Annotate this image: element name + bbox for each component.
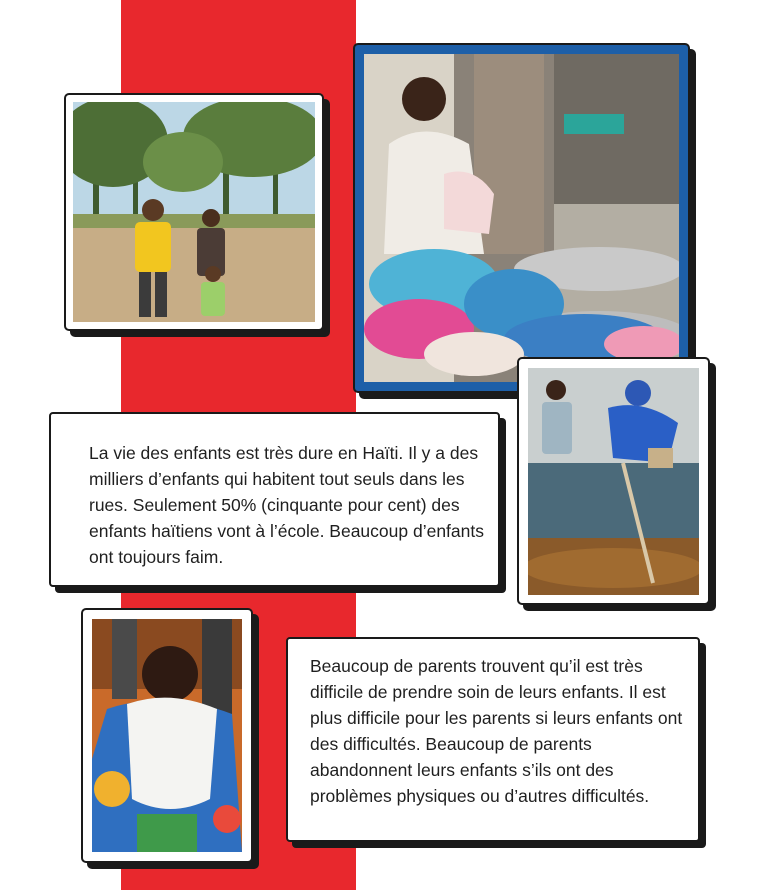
photo-workers-with-water — [528, 368, 699, 595]
photo-card-child-portrait — [81, 608, 253, 863]
photo-mother-with-baby-laundry — [364, 54, 679, 382]
paragraph-parents-difficulty: Beaucoup de parents trouvent qu’il est très difficile de prendre soin de leurs enfants. Il est plus difficile pour les parents si leurs enfants ont des difficultés. Beaucoup de parents abandonnent leurs enfants s’ils ont des problèmes physiques ou d’autres difficultés. — [310, 656, 683, 806]
text-box-parents-difficulty — [286, 637, 700, 842]
photo-child-portrait — [92, 619, 242, 852]
photo-card-mother-laundry — [353, 43, 690, 393]
text-box-children-life — [49, 412, 500, 587]
photo-card-workers — [517, 357, 710, 605]
photo-card-children-outdoors — [64, 93, 324, 331]
paragraph-children-life: La vie des enfants est très dure en Haïti. Il y a des milliers d’enfants qui habitent tout seuls dans les rues. Seulement 50% (cinquante pour cent) des enfants haïtiens vont à l’école. Beaucoup d’enfants ont toujours faim. — [89, 443, 484, 567]
photo-children-outdoors — [73, 102, 315, 322]
